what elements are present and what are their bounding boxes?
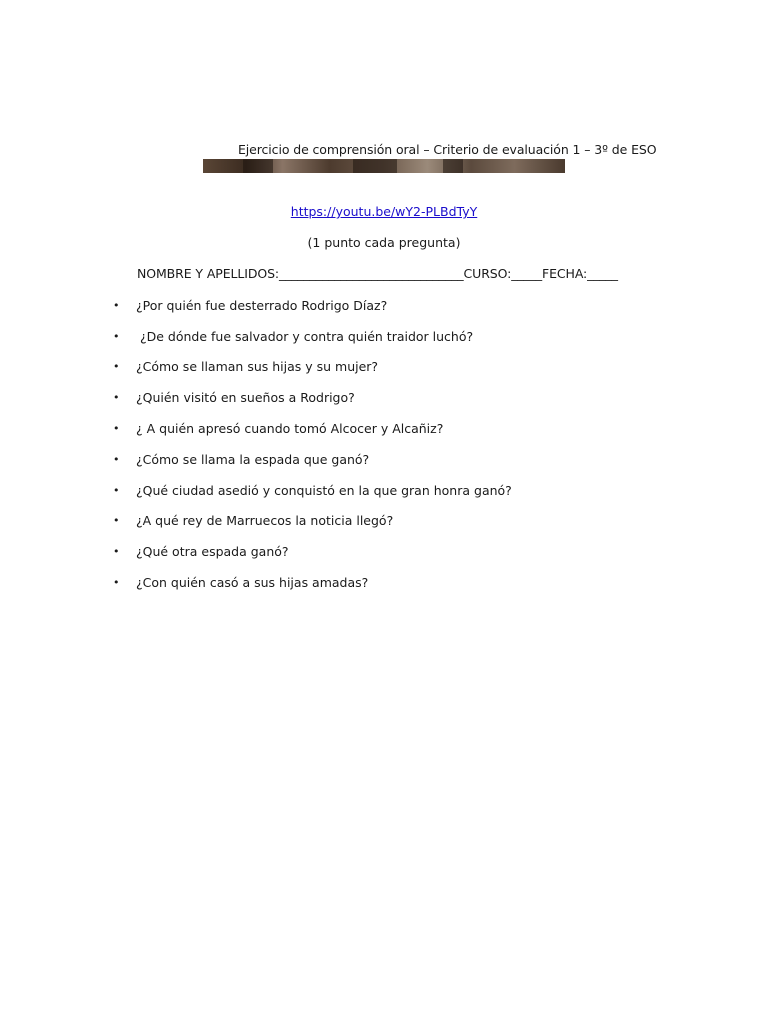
- banner-shadow-1: [243, 159, 273, 173]
- question-text: ¿De dónde fue salvador y contra quién traidor luchó?: [136, 329, 474, 344]
- question-text: ¿A qué rey de Marruecos la noticia llegó?: [136, 513, 394, 528]
- question-text: ¿ A quién apresó cuando tomó Alcocer y Alcañiz?: [136, 421, 444, 436]
- question-text: ¿Qué otra espada ganó?: [136, 544, 289, 559]
- points-note: (1 punto cada pregunta): [307, 235, 461, 250]
- bullet-icon: •: [113, 422, 120, 435]
- banner-shadow-2: [353, 159, 397, 173]
- banner-shadow-3: [443, 159, 463, 173]
- document-title: Ejercicio de comprensión oral – Criterio de evaluación 1 – 3º de ESO: [238, 142, 657, 157]
- question-text: ¿Qué ciudad asedió y conquistó en la que gran honra ganó?: [136, 483, 512, 498]
- bullet-icon: •: [113, 514, 120, 527]
- question-text: ¿Con quién casó a sus hijas amadas?: [136, 575, 369, 590]
- bullet-icon: •: [113, 330, 120, 343]
- bullet-icon: •: [113, 360, 120, 373]
- bullet-icon: •: [113, 299, 120, 312]
- bullet-icon: •: [113, 484, 120, 497]
- question-text: ¿Por quién fue desterrado Rodrigo Díaz?: [136, 298, 388, 313]
- bullet-icon: •: [113, 453, 120, 466]
- question-text: ¿Cómo se llama la espada que ganó?: [136, 452, 370, 467]
- video-link[interactable]: https://youtu.be/wY2-PLBdTyY: [290, 204, 478, 219]
- student-info-line: NOMBRE Y APELLIDOS:______________________________CURSO:_____FECHA:_____: [137, 266, 618, 281]
- question-text: ¿Cómo se llaman sus hijas y su mujer?: [136, 359, 379, 374]
- bullet-icon: •: [113, 391, 120, 404]
- bullet-icon: •: [113, 576, 120, 589]
- bullet-icon: •: [113, 545, 120, 558]
- header-image-strip: [203, 159, 565, 173]
- question-text: ¿Quién visitó en sueños a Rodrigo?: [136, 390, 355, 405]
